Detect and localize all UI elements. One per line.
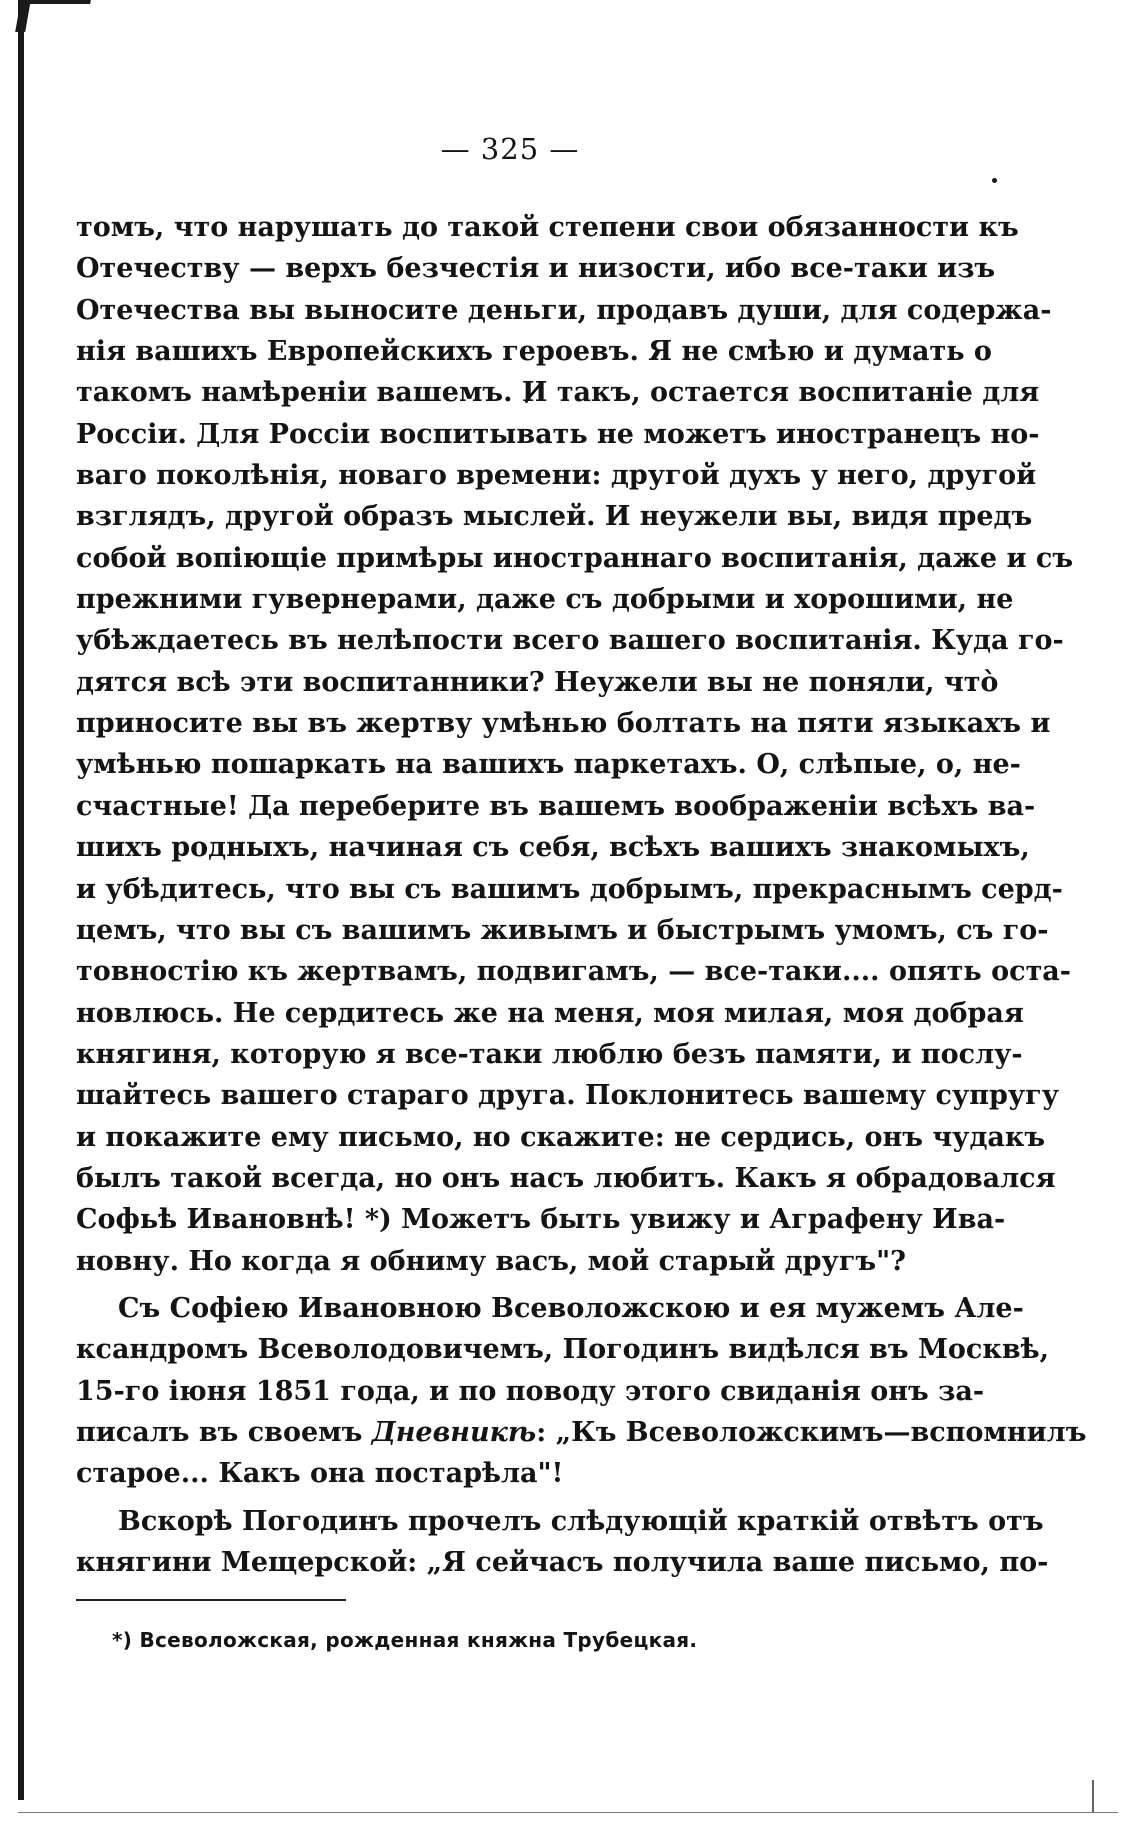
text-line: ксандромъ Всеволодовичемъ, Погодинъ видѣлся въ Москвѣ, xyxy=(76,1334,1049,1366)
page-bottom-edge-mark xyxy=(1092,1780,1094,1812)
text-line: убѣждаетесь въ нелѣпости всего вашего воспитанія. Куда го- xyxy=(76,625,1064,657)
text-line: Россіи. Для Россіи воспитывать не можетъ иностранецъ но- xyxy=(76,418,1040,450)
page-edge-left xyxy=(18,0,24,1800)
text-line: томъ, что нарушать до такой степени свои обязанности къ xyxy=(76,212,1019,243)
text-line: старое... Какъ она постарѣла"! xyxy=(76,1458,564,1490)
page-bottom-edge xyxy=(18,1812,1118,1813)
text-line: Вскорѣ Погодинъ прочелъ слѣдующій краткій отвѣтъ отъ xyxy=(118,1505,1044,1537)
text-line: Отечества вы выносите деньги, продавъ души, для содержа- xyxy=(76,294,1052,326)
paragraph-2 xyxy=(76,1288,1087,1495)
text-run: писалъ въ своемъ xyxy=(76,1416,372,1448)
text-line: Отечеству — верхъ безчестія и низости, ибо все-таки изъ xyxy=(76,253,996,285)
text-line: умѣнью пошаркать на вашихъ паркетахъ. О, слѣпые, о, не- xyxy=(76,749,1021,781)
text-line: ваго поколѣнія, новаго времени: другой духъ у него, другой xyxy=(76,460,1037,492)
text-line: Софьѣ Ивановнѣ! *) Можетъ быть увижу и Аграфену Ива- xyxy=(76,1204,1006,1236)
text-line: Съ Софіею Ивановною Всеволожскою и ея мужемъ Але- xyxy=(118,1292,1024,1324)
text-line: и покажите ему письмо, но скажите: не сердись, онъ чудакъ xyxy=(76,1121,1046,1153)
text-line: счастные! Да переберите въ вашемъ воображеніи всѣхъ ва- xyxy=(76,790,1036,822)
text-line: дятся всѣ эти воспитанники? Неужели вы не поняли, чтò xyxy=(76,666,999,698)
footnote-rule xyxy=(76,1599,346,1601)
page-edge-mark xyxy=(15,0,91,32)
print-speck xyxy=(22,555,24,565)
text-line: былъ такой всегда, но онъ насъ любитъ. Какъ я обрадовался xyxy=(76,1162,1056,1194)
text-line: взглядъ, другой образъ мыслей. И неужели вы, видя предъ xyxy=(76,501,1033,533)
footnote: *) Всеволожская, рожденная княжна Трубецкая. xyxy=(112,1628,698,1652)
page-number: — 325 — xyxy=(440,132,580,166)
text-line: княгиня, которую я все-таки люблю безъ памяти, и послу- xyxy=(76,1038,1023,1070)
text-line: такомъ намѣреніи вашемъ. И такъ, остается воспитаніе для xyxy=(76,377,1040,409)
text-line-with-italic xyxy=(76,1412,1087,1453)
text-line: нія вашихъ Европейскихъ героевъ. Я не смѣю и думать о xyxy=(76,336,992,368)
text-line: шайтесь вашего стараго друга. Поклонитесь вашему супругу xyxy=(76,1080,1059,1112)
text-line: шихъ родныхъ, начиная съ себя, всѣхъ вашихъ знакомыхъ, xyxy=(76,832,1030,864)
text-line: цемъ, что вы съ вашимъ живымъ и быстрымъ умомъ, съ го- xyxy=(76,914,1049,946)
paragraph-1 xyxy=(76,207,1074,1282)
text-line: приносите вы въ жертву умѣнью болтать на пяти языкахъ и xyxy=(76,708,1051,740)
text-line: собой вопіющіе примѣры иностраннаго воспитанія, даже и съ xyxy=(76,542,1074,574)
text-line: новлюсь. Не сердитесь же на меня, моя милая, моя добрая xyxy=(76,997,1024,1029)
text-line: 15-го іюня 1851 года, и по поводу этого свиданія онъ за- xyxy=(76,1375,985,1407)
text-line: прежними гувернерами, даже съ добрыми и хорошими, не xyxy=(76,584,1014,616)
print-speck xyxy=(22,755,24,765)
body-text xyxy=(76,207,1087,1583)
text-line: княгини Мещерской: „Я сейчасъ получила ваше письмо, по- xyxy=(76,1547,1049,1578)
italic-title: Дневникѣ xyxy=(371,1416,537,1448)
text-line: и убѣдитесь, что вы съ вашимъ добрымъ, прекраснымъ серд- xyxy=(76,873,1063,905)
text-line: товностію къ жертвамъ, подвигамъ, — все-таки.... опять оста- xyxy=(76,956,1072,988)
print-speck xyxy=(992,178,997,183)
text-line: новну. Но когда я обниму васъ, мой старый другъ"? xyxy=(76,1245,906,1277)
paragraph-3 xyxy=(76,1501,1049,1584)
text-run: : „Къ Всеволожскимъ—вспомнилъ xyxy=(536,1416,1087,1448)
